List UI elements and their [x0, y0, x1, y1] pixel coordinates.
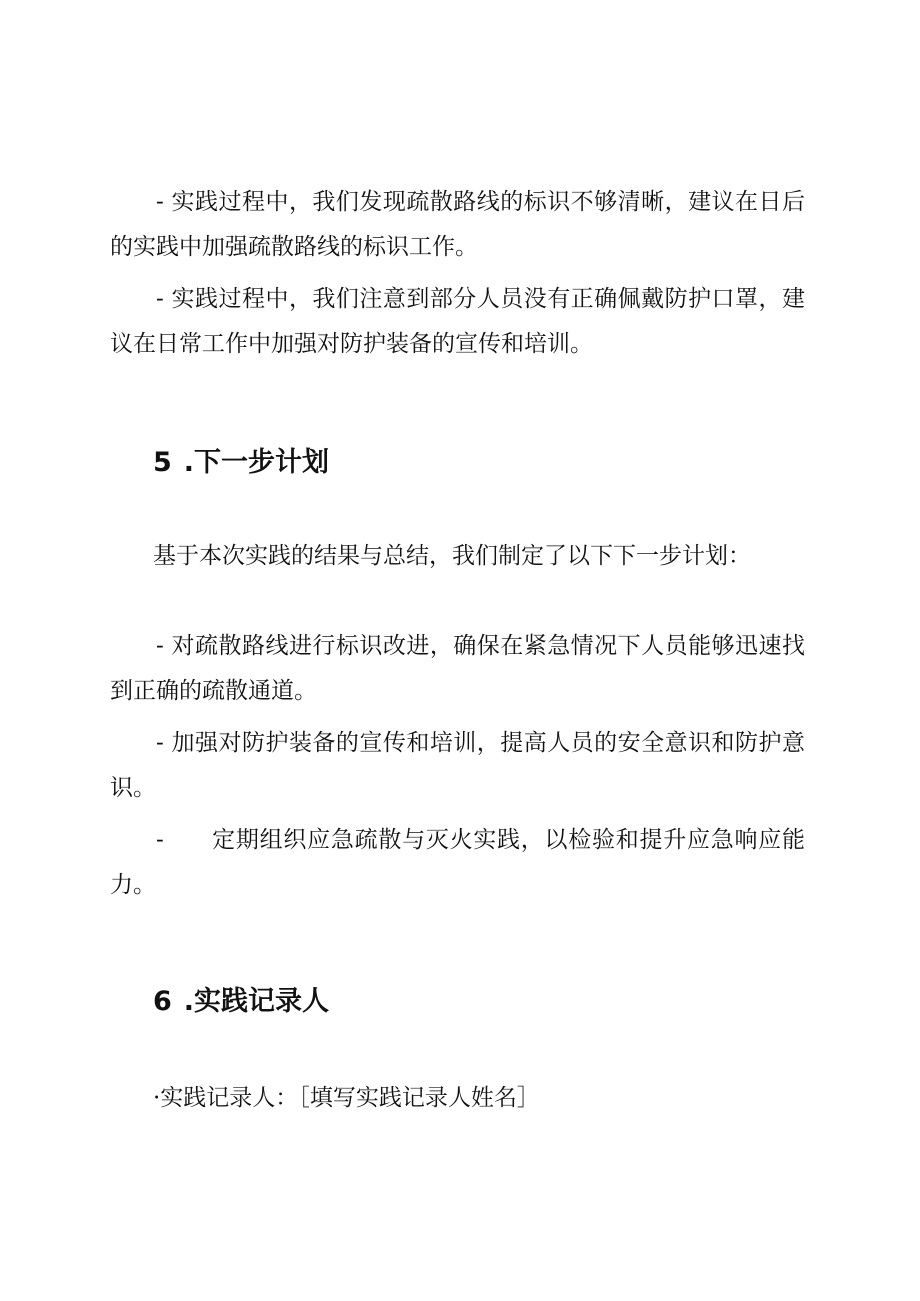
section-number: 6: [153, 986, 172, 1017]
plan-item-2: - 加强对防护装备的宣传和培训，提高人员的安全意识和防护意识。: [110, 730, 805, 801]
finding-paragraph-1: - 实践过程中，我们发现疏散路线的标识不够清晰，建议在日后的实践中加强疏散路线的标识工作。: [110, 189, 805, 260]
section-heading-5: [153, 440, 329, 479]
section-title: .下一步计划: [183, 447, 330, 478]
plan-item-3: - 定期组织应急疏散与灭火实践，以检验和提升应急响应能力。: [110, 827, 805, 898]
plan-item-1: - 对疏散路线进行标识改进，确保在紧急情况下人员能够迅速找到正确的疏散通道。: [110, 633, 805, 704]
recorder-value: ［填写实践记录人姓名］: [298, 1085, 540, 1111]
section-title: .实践记录人: [183, 986, 330, 1017]
section-heading-6: [153, 979, 329, 1018]
section-number: 5: [153, 447, 172, 478]
plan-intro: 基于本次实践的结果与总结，我们制定了以下下一步计划：: [153, 543, 751, 569]
recorder-label: ·实践记录人：: [153, 1085, 299, 1111]
finding-paragraph-2: - 实践过程中，我们注意到部分人员没有正确佩戴防护口罩，建议在日常工作中加强对防护装备的宣传和培训。: [110, 286, 805, 357]
recorder-line: [153, 1083, 540, 1113]
